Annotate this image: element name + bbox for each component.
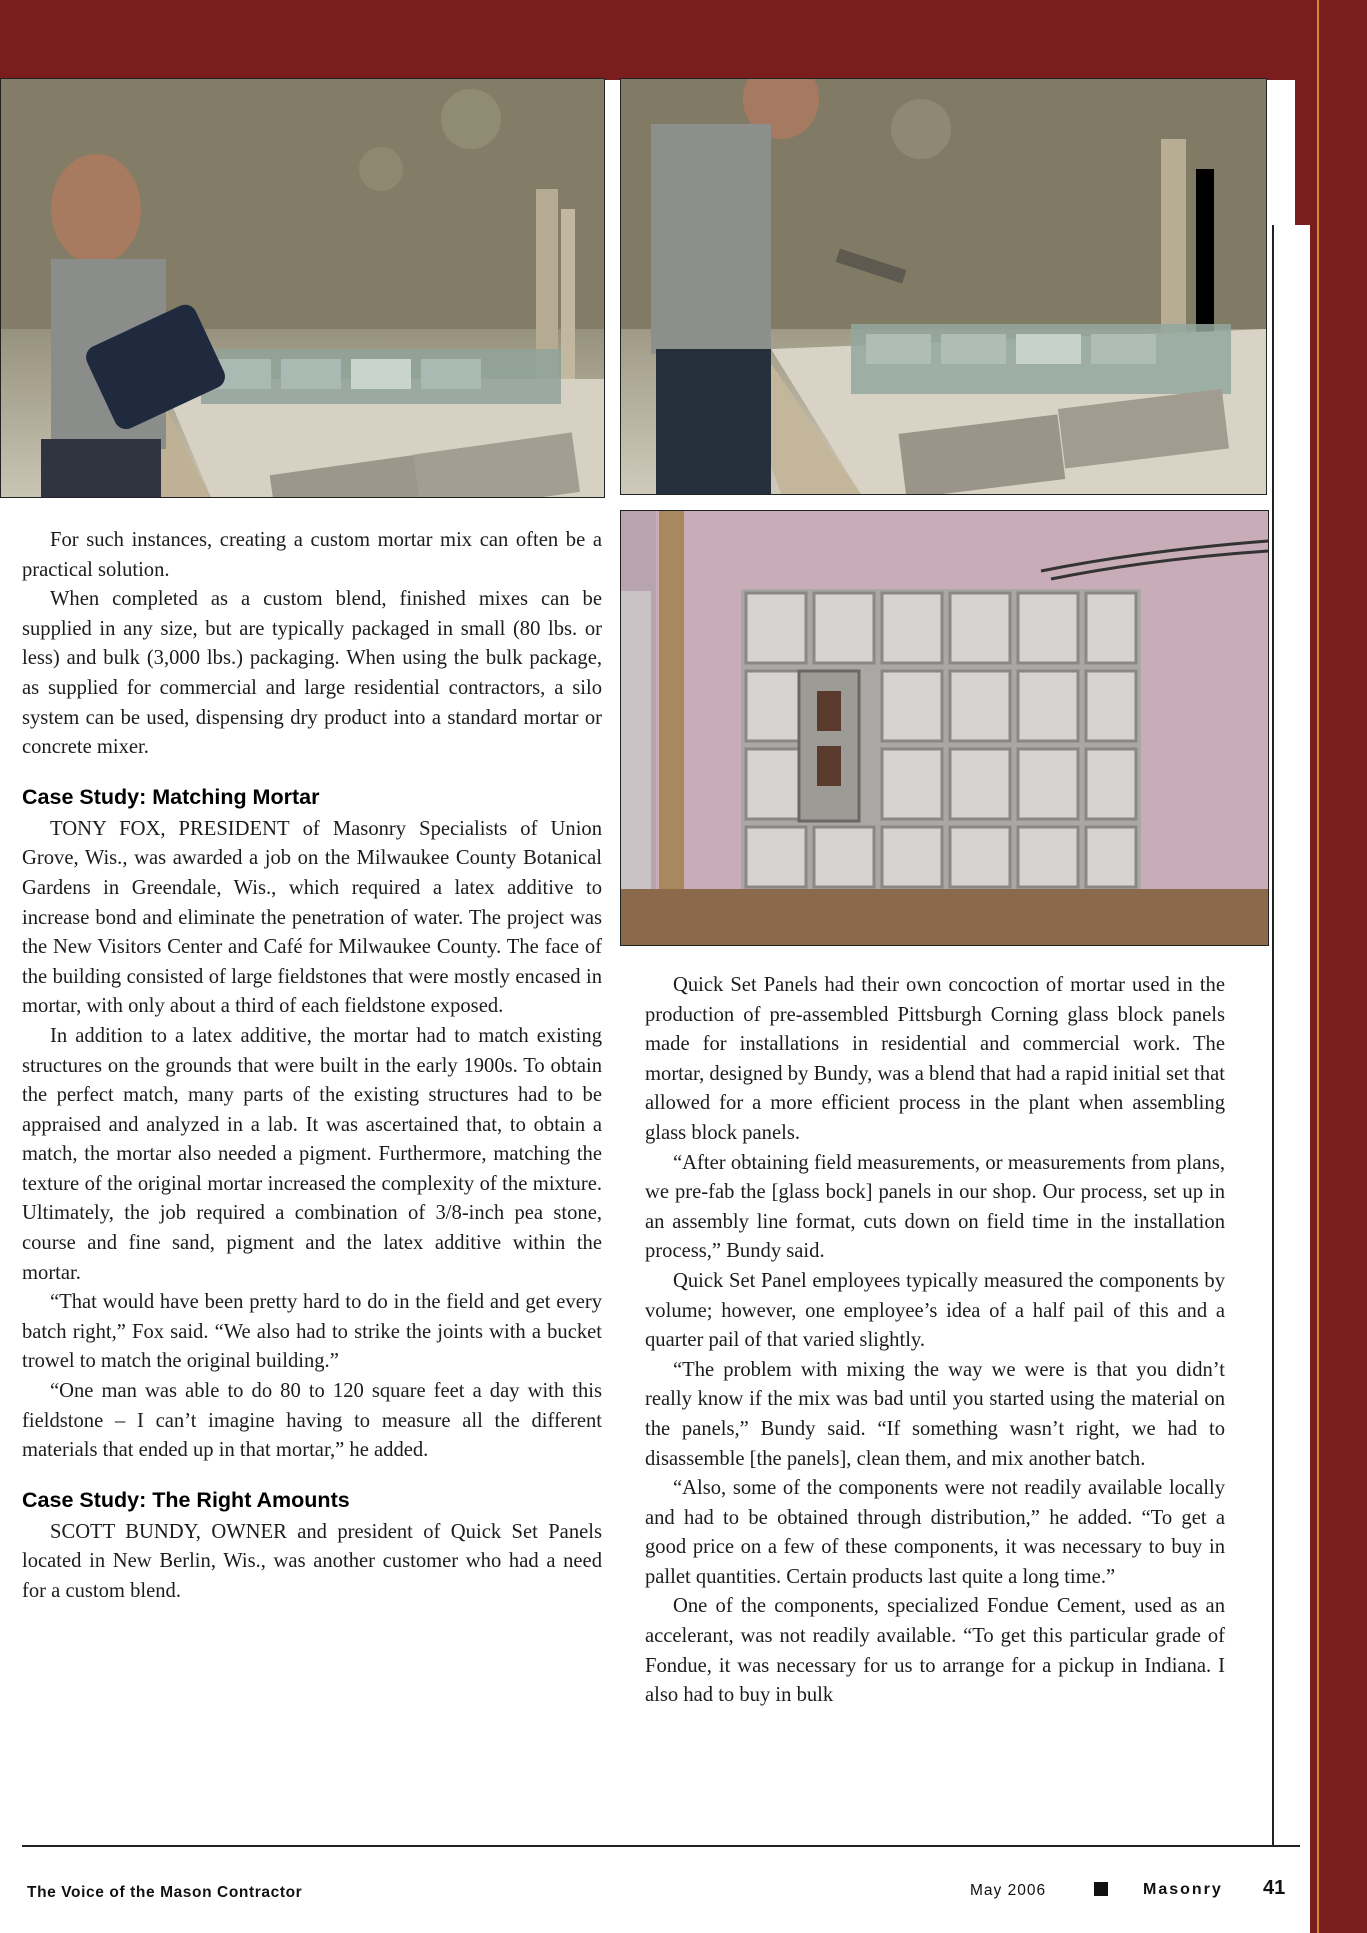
left-paragraph-4: In addition to a latex additive, the mortar had to match existing structures on the grounds that were built in the early 1900s. To obtain the perfect match, many parts of the existing structures had to be appraised and analyzed in a lab. It was ascertained that, to obtain a match, the mortar also needed a pigment. Furthermore, matching the texture of the original mortar increased the complexity of the mixture. Ultimately, the job required a combination of 3/8-inch pea stone, course and fine sand, pigment and the latex additive within the mortar. xyxy=(22,1024,602,1284)
right-paragraph-2: “After obtaining field measurements, or measurements from plans, we pre-fab the [glass bock] panels in our shop. Our process, set up in an assembly line format, cuts down on field time in the installation process,” Bundy said. xyxy=(645,1151,1225,1263)
right-paragraph-4: “The problem with mixing the way we were is that you didn’t really know if the mix was bad until you started using the material on the panels,” Bundy said. “If something wasn’t right, we had to disassemble [the panels], clean them, and mix another batch. xyxy=(645,1358,1225,1470)
right-paragraph-1: Quick Set Panels had their own concoction of mortar used in the production of pre-assembled Pittsburgh Corning glass block panels made for installations in residential and commercial work. The mortar, designed by Bundy, was a blend that had a rapid initial set that allowed for a more efficient process in the plant when assembling glass block panels. xyxy=(645,974,1225,1144)
footer-tagline: The Voice of the Mason Contractor xyxy=(27,1884,303,1901)
left-paragraph-7-body: and president of Quick Set Panels located in New Berlin, Wis., was another customer who had a need for a custom blend. xyxy=(22,1520,602,1602)
photo-glass-block-panel xyxy=(620,510,1269,946)
left-paragraph-3-body: of Masonry Specialists of Union Grove, Wis., was awarded a job on the Milwaukee County Botanical Gardens in Greendale, Wis., which required a latex additive to increase bond and eliminate the penetration of water. The project was the New Visitors Center and Café for Milwaukee County. The face of the building consisted of large fieldstones that were mostly encased in mortar, with only about a third of each fieldstone exposed. xyxy=(22,817,603,1018)
left-paragraph-3 xyxy=(22,815,602,1022)
right-paragraph-6: One of the components, specialized Fondue Cement, used as an accelerant, was not readily available. “To get this particular grade of Fondue, it was necessary for us to arrange for a pickup in Indiana. I also had to buy in bulk xyxy=(645,1595,1225,1707)
footer-date: May 2006 xyxy=(970,1882,1047,1899)
column-rule-right xyxy=(1272,225,1274,1845)
right-paragraph-3: Quick Set Panel employees typically measured the components by volume; however, one employee’s idea of a half pail of this and a quarter pail of that varied slightly. xyxy=(645,1269,1225,1352)
footer-rule xyxy=(22,1845,1300,1847)
footer-magazine-name: Masonry xyxy=(1143,1881,1223,1898)
right-paragraph-5: “Also, some of the components were not readily available locally and had to be obtained through distribution,” he added. “To get a good price on a few of these components, it was necessary to buy in pallet quantities. Certain products last quite a long time.” xyxy=(645,1477,1225,1588)
left-paragraph-2: When completed as a custom blend, finished mixes can be supplied in any size, but are typically packaged in small (80 lbs. or less) and bulk (3,000 lbs.) packaging. When using the bulk package, as supplied for commercial and large residential contractors, a silo system can be used, dispensing dry product into a standard mortar or concrete mixer. xyxy=(22,588,602,759)
heading-right-amounts: Case Study: The Right Amounts xyxy=(22,1487,350,1512)
left-paragraph-6: “One man was able to do 80 to 120 square feet a day with this fieldstone – I can’t imagine having to measure all the different materials that ended up in that mortar,” he added. xyxy=(22,1380,602,1462)
page-number: 41 xyxy=(1263,1877,1286,1899)
left-paragraph-5: “That would have been pretty hard to do in the field and get every batch right,” Fox said. “We also had to strike the joints with a bucket trowel to match the original building.” xyxy=(22,1291,602,1373)
top-color-band xyxy=(0,0,1367,80)
photo-worker-troweling-panel xyxy=(620,78,1267,495)
lead-in-tony-fox: TONY FOX, PRESIDENT xyxy=(50,817,290,840)
left-paragraph-7 xyxy=(22,1518,602,1607)
left-article-column xyxy=(22,526,602,1607)
right-article-column xyxy=(645,971,1225,1711)
left-paragraph-1: For such instances, creating a custom mortar mix can often be a practical solution. xyxy=(22,529,602,581)
right-color-band xyxy=(1310,0,1367,1933)
photo-2-illustration xyxy=(621,79,1266,494)
photo-worker-pouring-mortar xyxy=(0,78,605,498)
accent-rule xyxy=(1317,0,1319,1933)
right-band-notch xyxy=(1295,80,1310,225)
photo-3-illustration xyxy=(621,511,1268,945)
photo-1-illustration xyxy=(1,79,604,497)
footer-square-icon xyxy=(1094,1882,1108,1896)
heading-matching-mortar: Case Study: Matching Mortar xyxy=(22,784,320,809)
lead-in-scott-bundy: SCOTT BUNDY, OWNER xyxy=(50,1520,287,1543)
